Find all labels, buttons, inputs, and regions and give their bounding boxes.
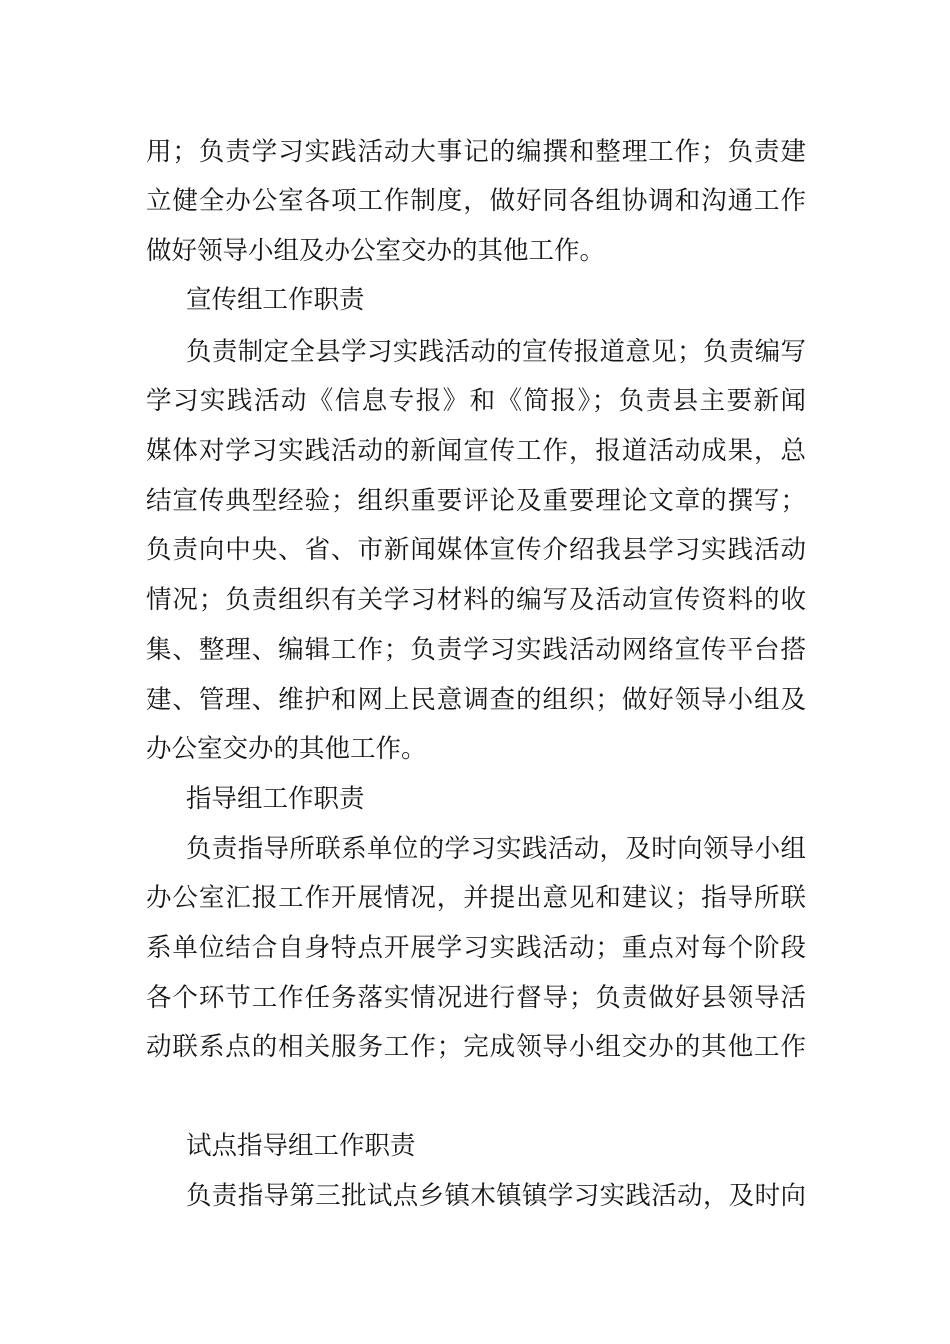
text-line-6: 学习实践活动《信息专报》和《简报》；负责县主要新闻: [146, 386, 806, 416]
text-line-1: 用；负责学习实践活动大事记的编撰和整理工作；负责建: [146, 137, 806, 167]
text-line-11: 集、整理、编辑工作；负责学习实践活动网络宣传平台搭: [146, 635, 806, 665]
section-heading-publicity: 宣传组工作职责: [186, 285, 365, 315]
text-line-5: 负责制定全县学习实践活动的宣传报道意见；负责编写: [186, 337, 806, 367]
text-line-12: 建、管理、维护和网上民意调查的组织；做好领导小组及: [146, 685, 806, 715]
text-line-21: 负责指导第三批试点乡镇木镇镇学习实践活动，及时向: [186, 1181, 806, 1211]
text-line-8: 结宣传典型经验；组织重要评论及重要理论文章的撰写；: [146, 486, 806, 516]
text-line-3: 做好领导小组及办公室交办的其他工作。: [146, 236, 606, 266]
text-line-7: 媒体对学习实践活动的新闻宣传工作，报道活动成果，总: [146, 436, 806, 466]
text-line-2: 立健全办公室各项工作制度，做好同各组协调和沟通工作: [146, 186, 806, 216]
text-line-13: 办公室交办的其他工作。: [146, 734, 427, 764]
text-line-10: 情况；负责组织有关学习材料的编写及活动宣传资料的收: [146, 585, 806, 615]
text-line-18: 各个环节工作任务落实情况进行督导；负责做好县领导活: [146, 983, 806, 1013]
text-line-17: 系单位结合自身特点开展学习实践活动；重点对每个阶段: [146, 933, 806, 963]
text-line-9: 负责向中央、省、市新闻媒体宣传介绍我县学习实践活动: [146, 535, 806, 565]
section-heading-guidance: 指导组工作职责: [186, 784, 365, 814]
text-line-15: 负责指导所联系单位的学习实践活动，及时向领导小组: [186, 834, 806, 864]
text-line-16: 办公室汇报工作开展情况，并提出意见和建议；指导所联: [146, 883, 806, 913]
section-heading-pilot-guidance: 试点指导组工作职责: [186, 1131, 416, 1161]
text-line-19: 动联系点的相关服务工作；完成领导小组交办的其他工作: [146, 1032, 806, 1062]
